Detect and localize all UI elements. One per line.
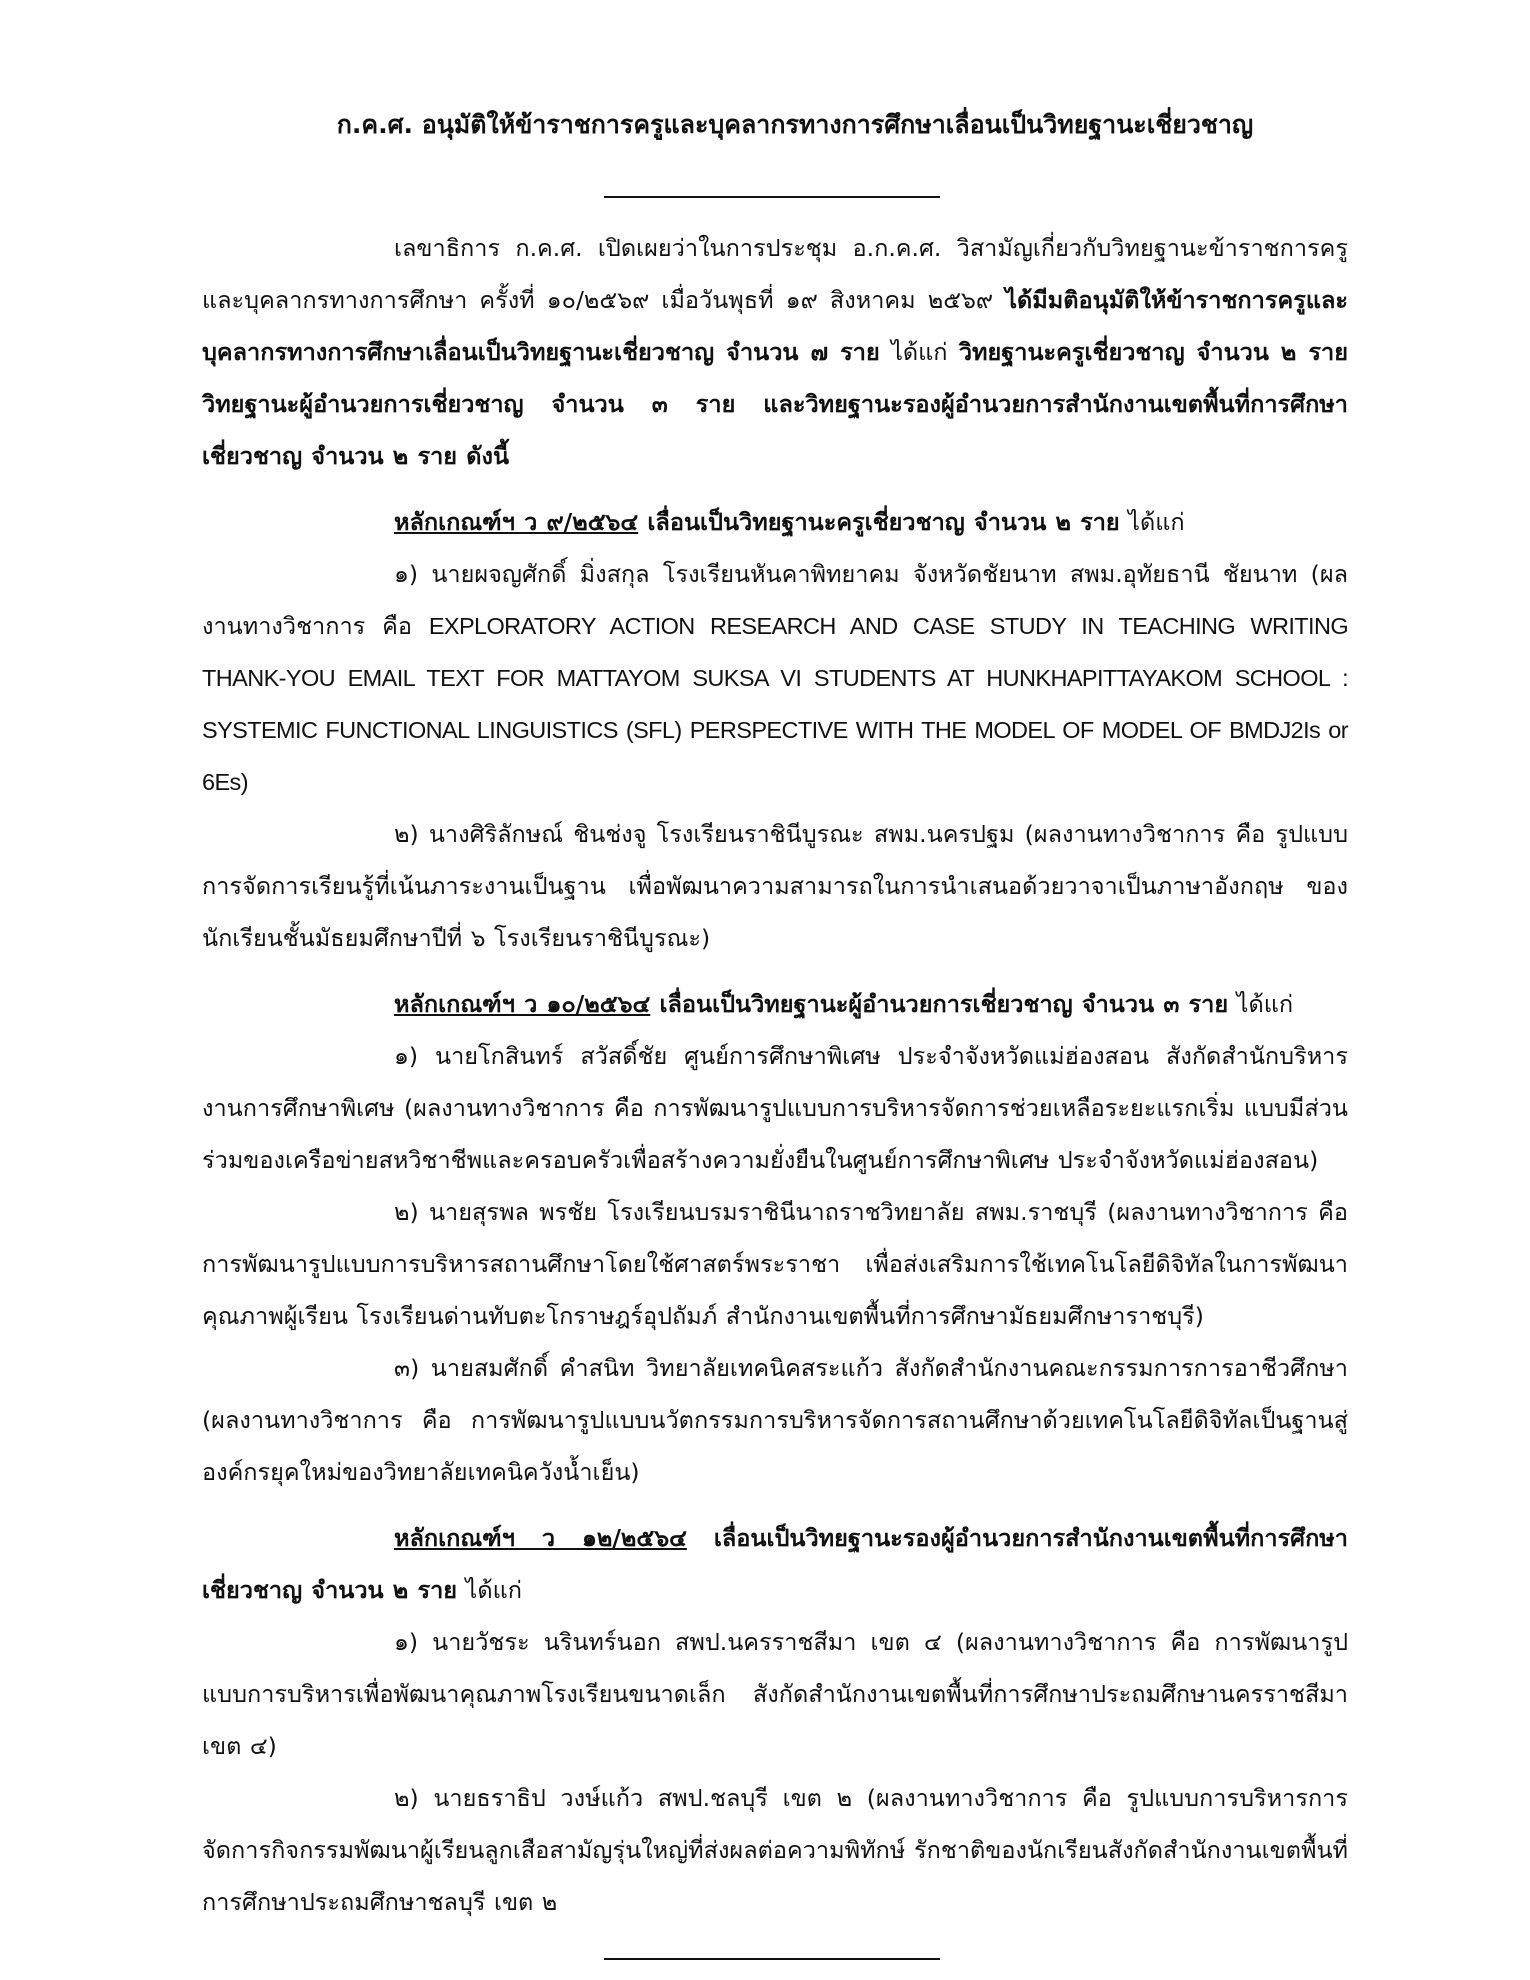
intro-summary: วิทยฐานะครูเชี่ยวชาญ จำนวน ๒ ราย วิทยฐานะผู้อำนวยการเชี่ยวชาญ จำนวน ๓ ราย และวิทยฐานะรองผู้อำนวยการสำนักงานเขตพื้นที่การศึกษาเชี่ยวชาญ จำนวน ๒ ราย ดังนี้ bbox=[202, 338, 1348, 470]
list-item-english-title: EXPLORATORY ACTION RESEARCH AND CASE STUDY IN TEACHING WRITING THANK-YOU EMAIL TEXT FOR MATTAYOM SUKSA VI STUDENTS AT HUNKHAPITTAYAKOM SCHOOL : SYSTEMIC FUNCTIONAL LINGUISTICS (SFL) PERSPECTIVE WITH THE MODEL OF MODEL OF BMDJ2Is or 6Es) bbox=[202, 613, 1348, 795]
list-item bbox=[202, 1030, 1348, 1186]
list-item-text: ๑) นายโกสินทร์ สวัสดิ์ชัย ศูนย์การศึกษาพิเศษ ประจำจังหวัดแม่ฮ่องสอน สังกัดสำนักบริหารงานการศึกษาพิเศษ (ผลงานทางวิชาการ คือ การพัฒนารูปแบบการบริหารจัดการช่วยเหลือระยะแรกเริ่ม แบบมีส่วนร่วมของเครือข่ายสหวิชาชีพและครอบครัวเพื่อสร้างความยั่งยืนในศูนย์การศึกษาพิเศษ ประจำจังหวัดแม่ฮ่องสอน) bbox=[202, 1042, 1348, 1174]
list-item bbox=[202, 1772, 1348, 1928]
closing-divider bbox=[604, 1958, 940, 1960]
section-heading-suffix: ได้แก่ bbox=[1228, 990, 1294, 1018]
document-page bbox=[202, 100, 1348, 1960]
criteria-section-1 bbox=[202, 496, 1348, 964]
document-body bbox=[202, 222, 1348, 1928]
criteria-reference: หลักเกณฑ์ฯ ว ๑๐/๒๕๖๔ bbox=[394, 990, 651, 1018]
intro-paragraph bbox=[202, 222, 1348, 482]
criteria-reference: หลักเกณฑ์ฯ ว ๑๒/๒๕๖๔ bbox=[394, 1524, 687, 1552]
intro-connector: ได้แก่ bbox=[879, 338, 959, 366]
list-item-text: ๒) นายธราธิป วงษ์แก้ว สพป.ชลบุรี เขต ๒ (ผลงานทางวิชาการ คือ รูปแบบการบริหารการจัดการกิจกรรมพัฒนาผู้เรียนลูกเสือสามัญรุ่นใหญ่ที่ส่งผลต่อความพิทักษ์ รักชาติของนักเรียนสังกัดสำนักงานเขตพื้นที่การศึกษาประถมศึกษาชลบุรี เขต ๒ bbox=[202, 1784, 1348, 1916]
intro-resolution: ได้มีมติอนุมัติให้ข้าราชการครูและบุคลากรทางการศึกษาเลื่อนเป็นวิทยฐานะเชี่ยวชาญ จำนวน ๗ ราย bbox=[202, 286, 1348, 366]
list-item bbox=[202, 808, 1348, 964]
criteria-section-2 bbox=[202, 978, 1348, 1498]
list-item-text: ๓) นายสมศักดิ์ คำสนิท วิทยาลัยเทคนิคสระแก้ว สังกัดสำนักงานคณะกรรมการการอาชีวศึกษา (ผลงานทางวิชาการ คือ การพัฒนารูปแบบนวัตกรรมการบริหารจัดการสถานศึกษาด้วยเทคโนโลยีดิจิทัลเป็นฐานสู่องค์กรยุคใหม่ของวิทยาลัยเทคนิควังน้ำเย็น) bbox=[202, 1354, 1348, 1486]
section-heading bbox=[202, 496, 1348, 548]
document-title: ก.ค.ศ. อนุมัติให้ข้าราชการครูและบุคลากรทางการศึกษาเลื่อนเป็นวิทยฐานะเชี่ยวชาญ bbox=[336, 110, 1254, 139]
list-item-text: ๑) นายวัชระ นรินทร์นอก สพป.นครราชสีมา เขต ๔ (ผลงานทางวิชาการ คือ การพัฒนารูปแบบการบริหารเพื่อพัฒนาคุณภาพโรงเรียนขนาดเล็ก สังกัดสำนักงานเขตพื้นที่การศึกษาประถมศึกษานครราชสีมา เขต ๔) bbox=[202, 1628, 1348, 1760]
list-item-text: ๒) นางศิริลักษณ์ ชินช่งจู โรงเรียนราชินีบูรณะ สพม.นครปฐม (ผลงานทางวิชาการ คือ รูปแบบการจัดการเรียนรู้ที่เน้นภาระงานเป็นฐาน เพื่อพัฒนาความสามารถในการนำเสนอด้วยวาจาเป็นภาษาอังกฤษ ของนักเรียนชั้นมัธยมศึกษาปีที่ ๖ โรงเรียนราชินีบูรณะ) bbox=[202, 820, 1348, 952]
criteria-reference: หลักเกณฑ์ฯ ว ๙/๒๕๖๔ bbox=[394, 508, 639, 536]
title-divider bbox=[604, 196, 940, 198]
section-heading-text: เลื่อนเป็นวิทยฐานะครูเชี่ยวชาญ จำนวน ๒ ราย bbox=[638, 508, 1120, 536]
list-item bbox=[202, 548, 1348, 808]
criteria-section-3 bbox=[202, 1512, 1348, 1928]
list-item bbox=[202, 1342, 1348, 1498]
section-heading-suffix: ได้แก่ bbox=[1119, 508, 1185, 536]
list-item-text: ๒) นายสุรพล พรชัย โรงเรียนบรมราชินีนาถราชวิทยาลัย สพม.ราชบุรี (ผลงานทางวิชาการ คือ การพัฒนารูปแบบการบริหารสถานศึกษาโดยใช้ศาสตร์พระราชา เพื่อส่งเสริมการใช้เทคโนโลยีดิจิทัลในการพัฒนาคุณภาพผู้เรียน โรงเรียนด่านทับตะโกราษฎร์อุปถัมภ์ สำนักงานเขตพื้นที่การศึกษามัธยมศึกษาราชบุรี) bbox=[202, 1198, 1348, 1330]
list-item-text: ๑) นายผจญศักดิ์ มิ่งสกุล โรงเรียนหันคาพิทยาคม จังหวัดชัยนาท สพม.อุทัยธานี ชัยนาท (ผลงานทางวิชาการ คือ bbox=[202, 560, 1348, 640]
section-heading bbox=[202, 978, 1348, 1030]
section-heading bbox=[202, 1512, 1348, 1616]
list-item bbox=[202, 1186, 1348, 1342]
section-heading-text: เลื่อนเป็นวิทยฐานะรองผู้อำนวยการสำนักงานเขตพื้นที่การศึกษาเชี่ยวชาญ จำนวน ๒ ราย bbox=[202, 1524, 1348, 1604]
section-heading-suffix: ได้แก่ bbox=[457, 1576, 522, 1604]
intro-text: เลขาธิการ ก.ค.ศ. เปิดเผยว่าในการประชุม อ.ก.ค.ศ. วิสามัญเกี่ยวกับวิทยฐานะข้าราชการครูและบุคลากรทางการศึกษา ครั้งที่ ๑๐/๒๕๖๙ เมื่อวันพุธที่ ๑๙ สิงหาคม ๒๕๖๙ bbox=[202, 234, 1348, 314]
section-heading-text: เลื่อนเป็นวิทยฐานะผู้อำนวยการเชี่ยวชาญ จำนวน ๓ ราย bbox=[650, 990, 1229, 1018]
list-item bbox=[202, 1616, 1348, 1772]
